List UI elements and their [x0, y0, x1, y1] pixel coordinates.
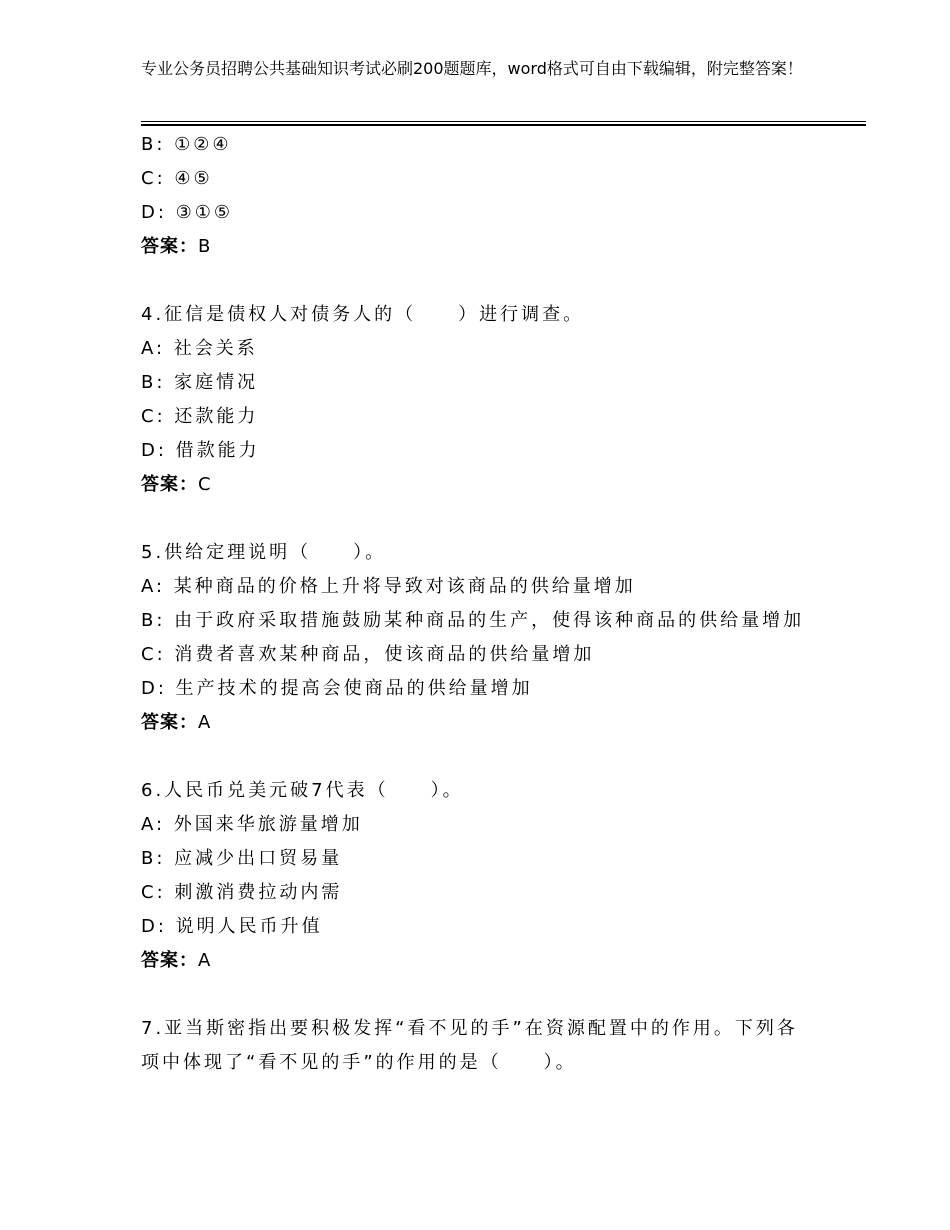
- answer-label: 答案：: [141, 712, 198, 733]
- option-d: D: 生产技术的提高会使商品的供给量增加: [141, 678, 533, 699]
- page-header: [141, 58, 841, 80]
- question-stem: 5.供给定理说明（ ）。: [141, 542, 387, 563]
- option-c: C: 刺激消费拉动内需: [141, 882, 343, 903]
- option-d: D: ③①⑤: [141, 202, 234, 223]
- option-b: B: 家庭情况: [141, 372, 259, 393]
- answer-line: [141, 706, 866, 740]
- answer-value: B: [198, 236, 212, 257]
- header-text: 专业公务员招聘公共基础知识考试必刷200题题库，word格式可自由下载编辑，附完整答案！: [141, 59, 803, 78]
- header-divider-thick: [141, 124, 866, 126]
- question-6: [141, 774, 866, 978]
- question-3-tail: [141, 128, 866, 264]
- answer-label: 答案：: [141, 950, 198, 971]
- answer-label: 答案：: [141, 236, 198, 257]
- question-stem: 4.征信是债权人对债务人的（ ）进行调查。: [141, 304, 585, 325]
- question-stem: 6.人民币兑美元破7代表（ ）。: [141, 780, 464, 801]
- option-c: C: ④⑤: [141, 168, 213, 189]
- answer-line: [141, 230, 866, 264]
- option-c: C: 消费者喜欢某种商品，使该商品的供给量增加: [141, 644, 595, 665]
- option-a: A: 某种商品的价格上升将导致对该商品的供给量增加: [141, 576, 636, 597]
- header-divider-thin: [141, 121, 866, 122]
- answer-value: A: [198, 712, 212, 733]
- option-b: B: 由于政府采取措施鼓励某种商品的生产，使得该种商品的供给量增加: [141, 610, 805, 631]
- question-5: [141, 536, 866, 740]
- option-d: D: 说明人民币升值: [141, 916, 323, 937]
- option-b: B: 应减少出口贸易量: [141, 848, 343, 869]
- answer-line: [141, 944, 866, 978]
- answer-line: [141, 468, 866, 502]
- question-list: [141, 128, 866, 1080]
- option-a: A: 社会关系: [141, 338, 258, 359]
- question-7: [141, 1012, 866, 1080]
- option-b: B: ①②④: [141, 134, 232, 155]
- question-stem: 7.亚当斯密指出要积极发挥“看不见的手”在资源配置中的作用。下列各项中体现了“看不见的手”的作用的是（ ）。: [141, 1018, 798, 1073]
- option-c: C: 还款能力: [141, 406, 259, 427]
- answer-value: C: [198, 474, 212, 495]
- option-a: A: 外国来华旅游量增加: [141, 814, 363, 835]
- option-d: D: 借款能力: [141, 440, 260, 461]
- answer-value: A: [198, 950, 212, 971]
- question-4: [141, 298, 866, 502]
- answer-label: 答案：: [141, 474, 198, 495]
